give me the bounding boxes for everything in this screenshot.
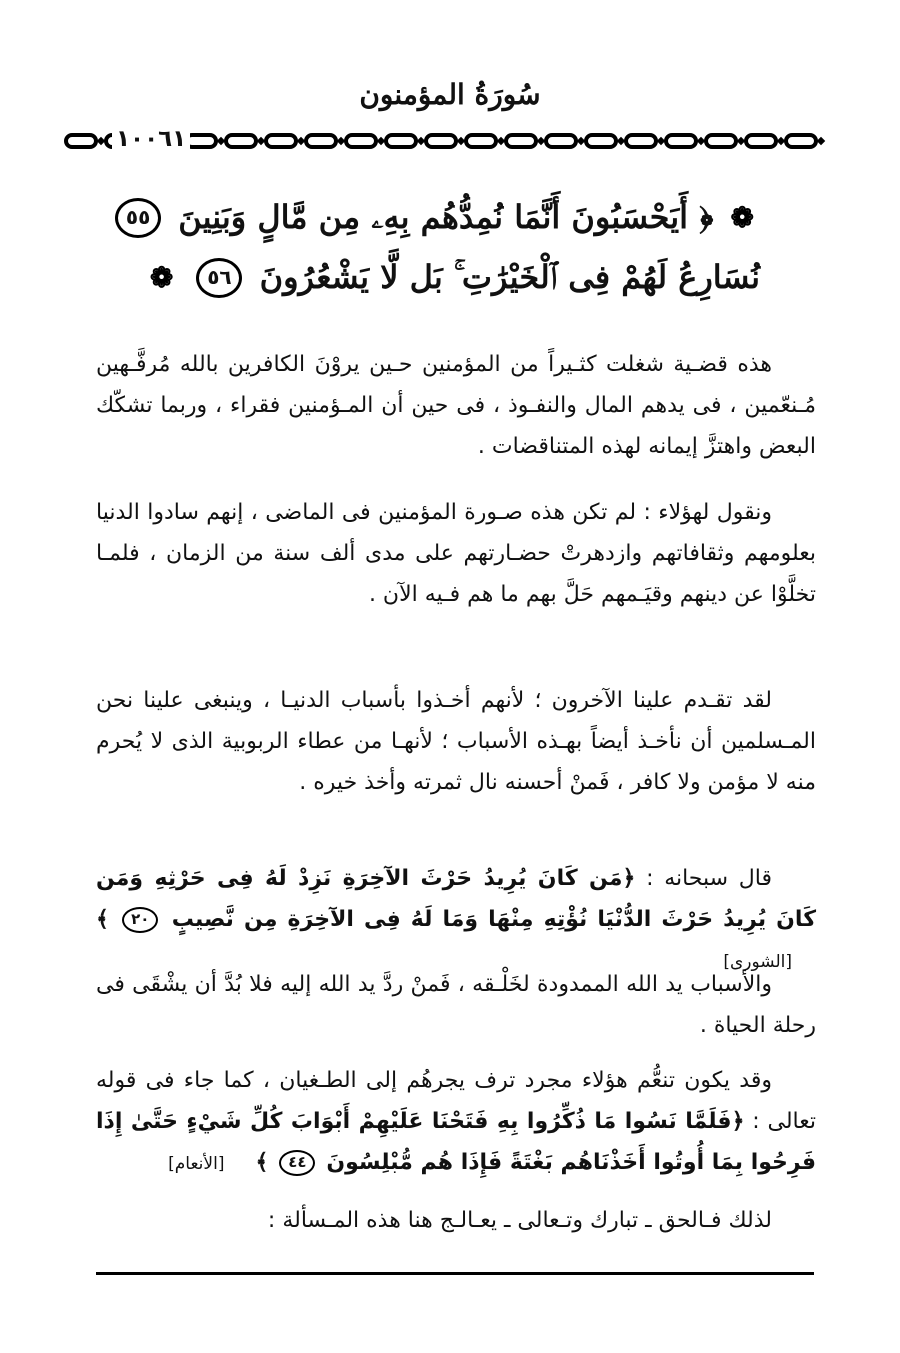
chain-link-icon xyxy=(706,135,736,147)
chain-diamond-icon xyxy=(817,137,825,145)
ayah-number-badge: ٤٤ xyxy=(279,1150,315,1176)
chain-link-icon xyxy=(186,135,216,147)
quote-intro: وقد يكون تنعُّم هؤلاء مجرد ترف يجرهُم إلى الطـغيان ، كما جاء فى قوله تعالى : xyxy=(96,1068,816,1134)
verse-line-1: ❁ ﴿ أَيَحْسَبُونَ أَنَّمَا نُمِدُّهُم بِهِۦ مِن مَّالٍ وَبَنِينَ ٥٥ xyxy=(200,196,760,238)
chain-link-icon xyxy=(346,135,376,147)
paragraph-4: والأسباب يد الله الممدودة لخَلْـقه ، فَمنْ ردَّ يد الله إليه فلا بُدَّ أن يشْقَى فى رحلة الحياة . xyxy=(96,972,816,1038)
chain-link-icon xyxy=(426,135,456,147)
quote-intro: قال سبحانه : xyxy=(646,866,773,891)
ayah-number-badge: ٢٠ xyxy=(122,907,158,933)
chain-diamond-icon xyxy=(257,137,265,145)
quote-close-bracket: ﴾ xyxy=(96,907,109,932)
chain-diamond-icon xyxy=(537,137,545,145)
chain-link-icon xyxy=(506,135,536,147)
chain-diamond-icon xyxy=(457,137,465,145)
paragraph-1: هذه قضـية شغلت كثـيراً من المؤمنين حـين يروْنَ الكافرين بالله مُرفَّـهين مُـنعّمين ، فى يدهم المال والنفـوذ ، فى حين أن المـؤمنين فقراء ، وربما تشكّك البعض واهتزَّ إيمانه لهذه المتناقضات . xyxy=(96,352,816,459)
chain-diamond-icon xyxy=(617,137,625,145)
chain-diamond-icon xyxy=(217,137,225,145)
chain-link-icon xyxy=(306,135,336,147)
paragraph-5: لذلك فـالحق ـ تبارك وتـعالى ـ يعـالـج هنا هذه المـسألة : xyxy=(267,1208,772,1233)
surah-reference: [الشورى] xyxy=(723,952,792,972)
chain-diamond-icon xyxy=(97,137,105,145)
ayah-number-badge: ٥٥ xyxy=(115,198,161,238)
chain-link-icon xyxy=(266,135,296,147)
chain-link-icon xyxy=(786,135,816,147)
chain-diamond-icon xyxy=(337,137,345,145)
chain-diamond-icon xyxy=(737,137,745,145)
surah-reference: [الأنعام] xyxy=(168,1154,225,1174)
quote-anam-block xyxy=(96,1060,816,1185)
chain-link-icon xyxy=(466,135,496,147)
chain-diamond-icon xyxy=(777,137,785,145)
chain-link-icon xyxy=(546,135,576,147)
quote-close-bracket: ﴾ xyxy=(255,1150,269,1175)
paragraph-2: ونقول لهؤلاء : لم تكن هذه صـورة المؤمنين فى الماضى ، إنهم سادوا الدنيا بعلومهم وثقافاتهم وازدهرتْ حضـارتهم على مدى ألف سنة من الزمان ، فلمـا تخلَّوْا عن دينهم وقيَـمهم حَلَّ بهم ما هم فـيه الآن . xyxy=(96,500,816,607)
chain-diamond-icon xyxy=(297,137,305,145)
footer-divider xyxy=(96,1272,814,1275)
verse-line-2: نُسَارِعُ لَهُمْ فِى ٱلْخَيْرَٰتِ ۚ بَل لَّا يَشْعُرُونَ ٥٦ ❁ xyxy=(149,258,760,296)
chain-link-icon xyxy=(386,135,416,147)
chain-diamond-icon xyxy=(497,137,505,145)
quote-text: ﴿مَن كَانَ يُرِيدُ حَرْثَ الآخِرَةِ نَزِدْ لَهُ فِى حَرْثِهِ وَمَن كَانَ يُرِيدُ حَرْثَ الدُّنْيَا نُؤْتِهِ مِنْهَا وَمَا لَهُ فِى الآخِرَةِ مِن نَّصِيبٍ xyxy=(96,866,816,932)
chain-link-icon xyxy=(586,135,616,147)
chain-link-icon xyxy=(666,135,696,147)
surah-title: سُورَةُ المؤمنون xyxy=(359,78,541,111)
ayah-number-badge: ٥٦ xyxy=(196,258,242,298)
verse-open-ornament-icon: ❁ xyxy=(730,201,754,234)
chain-link-icon xyxy=(66,135,96,147)
chain-diamond-icon xyxy=(577,137,585,145)
quote-text: ﴿فَلَمَّا نَسُوا مَا ذُكِّرُوا بِهِ فَتَحْنَا عَلَيْهِمْ أَبْوَابَ كُلِّ شَيْءٍ حَتَّىٰ إِذَا فَرِحُوا بِمَا أُوتُوا أَخَذْنَاهُم بَغْتَةً فَإِذَا هُم مُّبْلِسُونَ xyxy=(96,1109,816,1175)
chain-diamond-icon xyxy=(417,137,425,145)
page-number: ١٠٠٦١ xyxy=(112,126,190,152)
chain-diamond-icon xyxy=(697,137,705,145)
paragraph-3: لقد تقـدم علينا الآخرون ؛ لأنهم أخـذوا بأسباب الدنيـا ، وينبغى علينا نحن المـسلمين أن نأخـذ أيضاً بهـذه الأسباب ؛ لأنهـا من عطاء الربوبية الذى لا يُحرم منه لا مؤمن ولا كافر ، فَمنْ أحسنه نال ثمرته وأخذ خيره . xyxy=(96,688,816,795)
verse-close-ornament-icon: ❁ xyxy=(149,261,174,294)
chain-link-icon xyxy=(746,135,776,147)
chain-diamond-icon xyxy=(657,137,665,145)
chain-link-icon xyxy=(226,135,256,147)
chain-diamond-icon xyxy=(377,137,385,145)
chain-link-icon xyxy=(626,135,656,147)
